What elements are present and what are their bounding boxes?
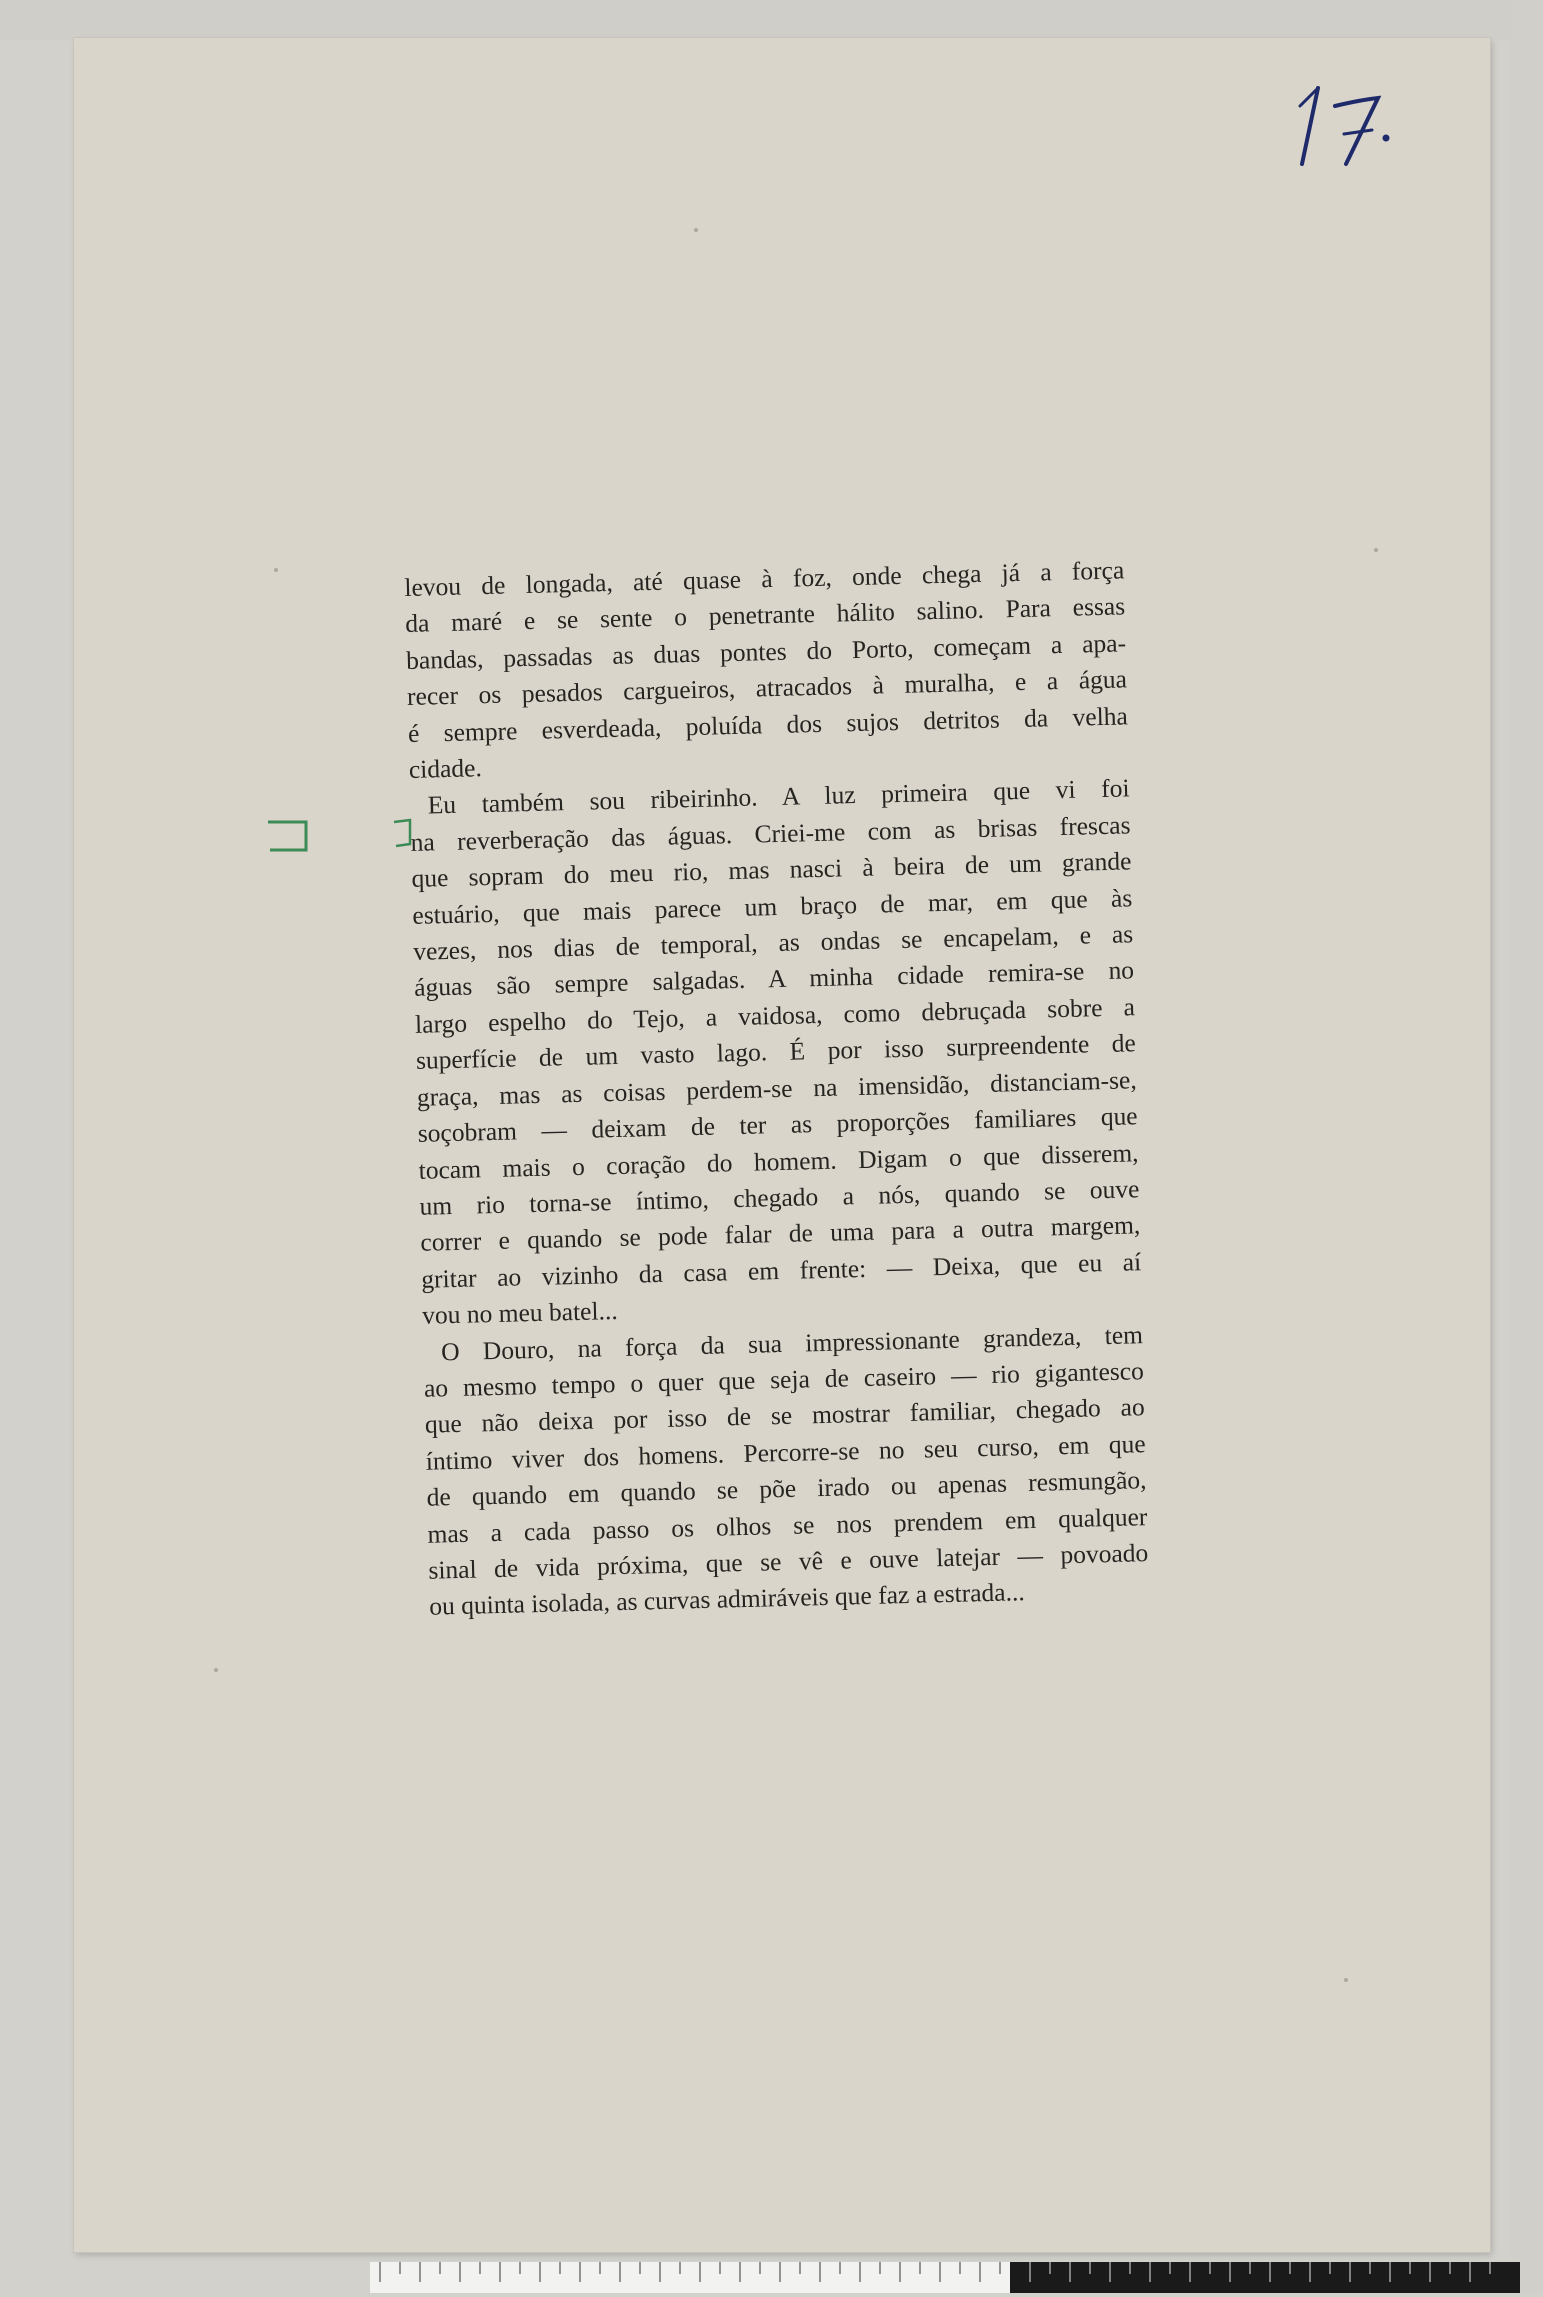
text-line: cidade.	[408, 753, 483, 784]
text-line: águas são sempre salgadas. A minha cidade remira-se no	[413, 955, 1135, 1003]
background-top	[0, 0, 1543, 40]
paper-speck	[214, 1668, 218, 1672]
folio-number	[1280, 76, 1420, 186]
text-line: é sempre esverdeada, poluída dos sujos detritos da velha	[407, 700, 1129, 748]
text-line: levou de longada, até quase à foz, onde chega já a força	[404, 555, 1125, 602]
text-line: largo espelho do Tejo, a vaidosa, como debruçada sobre a	[414, 992, 1136, 1039]
text-line: da maré e se sente o penetrante hálito salino. Para essas	[404, 591, 1126, 639]
text-line: íntimo viver dos homens. Percorre-se no seu curso, em que	[425, 1428, 1146, 1476]
body-text	[404, 552, 1150, 1625]
paragraph-3	[423, 1317, 1150, 1626]
text-line: ou quinta isolada, as curvas admiráveis que faz a estrada...	[428, 1577, 1025, 1622]
text-line: bandas, passadas as duas pontes do Porto, começam a apa-	[405, 628, 1127, 675]
text-line: na reverberação das águas. Criei-me com as brisas frescas	[410, 810, 1131, 857]
scale-ruler	[370, 2262, 1520, 2293]
text-line: graça, mas as coisas perdem-se na imensidão, distanciam-se,	[416, 1064, 1138, 1112]
background-right	[1511, 0, 1543, 2293]
paper-speck	[1344, 1978, 1348, 1982]
text-line: estuário, que mais parece um braço de mar, em que às	[412, 882, 1133, 930]
text-line: sinal de vida próxima, que se vê e ouve latejar — povoado	[428, 1538, 1149, 1585]
text-line: superfície de um vasto lago. É por isso surpreendente de	[415, 1028, 1137, 1076]
text-line: que não deixa por isso de se mostrar familiar, chegado ao	[424, 1392, 1146, 1440]
text-line: recer os pesados cargueiros, atracados à muralha, e a água	[406, 664, 1128, 712]
text-line: vou no meu batel...	[421, 1296, 618, 1330]
paragraph-1	[404, 552, 1129, 788]
text-line: de quando em quando se põe irado ou apenas resmungão,	[426, 1465, 1147, 1512]
text-line: O Douro, na força da sua impressionante grandeza, tem	[440, 1319, 1144, 1366]
paper-speck	[694, 228, 698, 232]
paper-speck	[1374, 548, 1378, 552]
text-line: vezes, nos dias de temporal, as ondas se encapelam, e as	[412, 919, 1134, 966]
text-line: que sopram do meu rio, mas nasci à beira de um grande	[411, 846, 1132, 894]
text-line: soçobram — deixam de ter as proporções familiares que	[417, 1101, 1138, 1148]
handwritten-folio-17	[1280, 76, 1420, 186]
text-line: ao mesmo tempo o quer que seja de caseiro — rio gigantesco	[423, 1356, 1145, 1403]
text-line: um rio torna-se íntimo, chegado a nós, quando se ouve	[419, 1174, 1140, 1221]
paragraph-2	[409, 771, 1142, 1335]
text-line: Eu também sou ribeirinho. A luz primeira que vi foi	[427, 773, 1130, 820]
paper-speck	[274, 568, 278, 572]
text-line: mas a cada passo os olhos se nos prendem em qualquer	[427, 1501, 1148, 1549]
text-line: gritar ao vizinho da casa em frente: — Deixa, que eu aí	[420, 1246, 1142, 1294]
text-line: correr e quando se pode falar de uma para a outra margem,	[420, 1210, 1141, 1258]
green-margin-bracket	[264, 816, 324, 856]
text-line: tocam mais o coração do homem. Digam o que disserem,	[418, 1137, 1139, 1185]
